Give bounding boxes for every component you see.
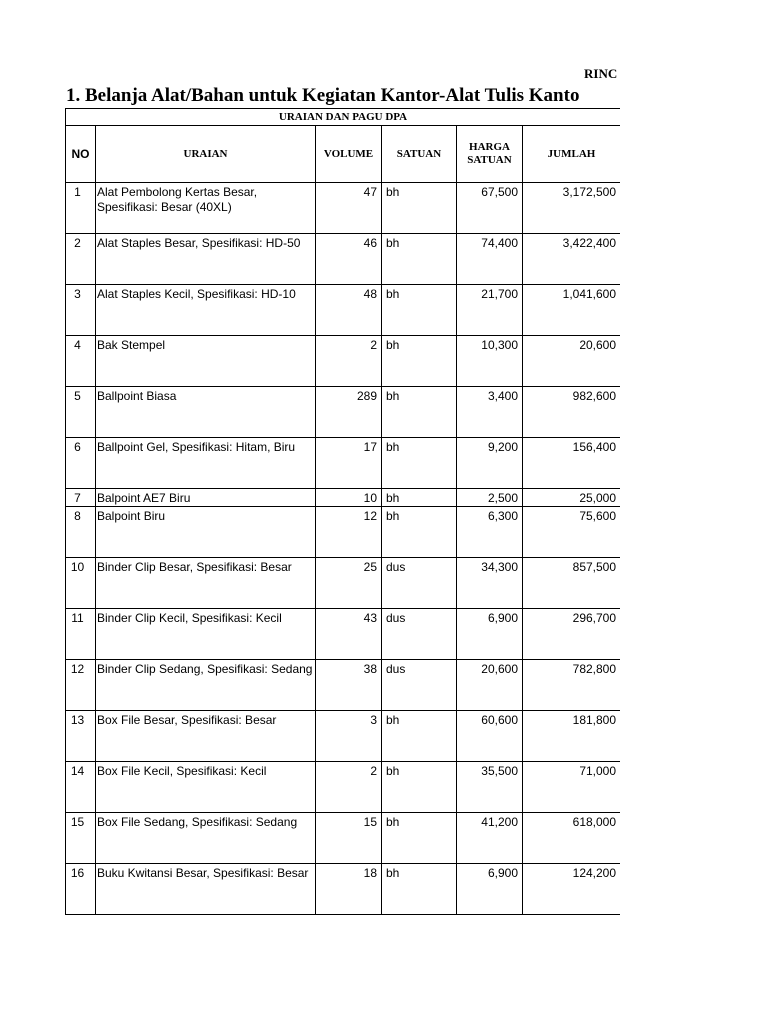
cell-uraian: Alat Staples Besar, Spesifikasi: HD-50	[96, 234, 316, 285]
cell-volume: 38	[316, 660, 382, 711]
cell-harga-satuan: 20,600	[457, 660, 523, 711]
cell-harga-satuan: 9,200	[457, 438, 523, 489]
cell-no: 11	[66, 609, 96, 660]
cell-satuan: dus	[382, 609, 457, 660]
cell-uraian: Box File Kecil, Spesifikasi: Kecil	[96, 762, 316, 813]
table-row	[66, 489, 621, 507]
col-header-jumlah: JUMLAH	[523, 126, 621, 183]
cell-satuan: bh	[382, 489, 457, 507]
cell-satuan: bh	[382, 711, 457, 762]
cell-satuan: bh	[382, 183, 457, 234]
cell-harga-satuan: 2,500	[457, 489, 523, 507]
cell-jumlah: 618,000	[523, 813, 621, 864]
cell-no: 15	[66, 813, 96, 864]
cell-no: 10	[66, 558, 96, 609]
table-row	[66, 183, 621, 234]
cell-uraian: Bak Stempel	[96, 336, 316, 387]
cell-uraian: Box File Sedang, Spesifikasi: Sedang	[96, 813, 316, 864]
cell-jumlah: 156,400	[523, 438, 621, 489]
cell-uraian: Binder Clip Sedang, Spesifikasi: Sedang	[96, 660, 316, 711]
cell-harga-satuan: 34,300	[457, 558, 523, 609]
table-row	[66, 558, 621, 609]
cell-satuan: bh	[382, 864, 457, 915]
cell-uraian: Alat Staples Kecil, Spesifikasi: HD-10	[96, 285, 316, 336]
table-row	[66, 660, 621, 711]
table-row	[66, 438, 621, 489]
cell-harga-satuan: 6,900	[457, 864, 523, 915]
cell-jumlah: 1,041,600	[523, 285, 621, 336]
table-row	[66, 813, 621, 864]
cell-satuan: bh	[382, 438, 457, 489]
cell-uraian: Box File Besar, Spesifikasi: Besar	[96, 711, 316, 762]
cell-satuan: bh	[382, 285, 457, 336]
cell-no: 6	[66, 438, 96, 489]
col-header-volume: VOLUME	[316, 126, 382, 183]
cell-volume: 3	[316, 711, 382, 762]
cell-harga-satuan: 21,700	[457, 285, 523, 336]
cell-uraian: Binder Clip Kecil, Spesifikasi: Kecil	[96, 609, 316, 660]
col-header-uraian: URAIAN	[96, 126, 316, 183]
cell-no: 16	[66, 864, 96, 915]
cell-satuan: bh	[382, 762, 457, 813]
cell-volume: 289	[316, 387, 382, 438]
cell-jumlah: 296,700	[523, 609, 621, 660]
cell-volume: 43	[316, 609, 382, 660]
cell-satuan: bh	[382, 234, 457, 285]
col-header-no: NO	[66, 126, 96, 183]
cell-jumlah: 124,200	[523, 864, 621, 915]
cell-volume: 46	[316, 234, 382, 285]
cell-harga-satuan: 6,300	[457, 507, 523, 558]
cell-uraian: Ballpoint Biasa	[96, 387, 316, 438]
cell-satuan: dus	[382, 558, 457, 609]
cell-jumlah: 25,000	[523, 489, 621, 507]
cell-satuan: bh	[382, 507, 457, 558]
cell-volume: 12	[316, 507, 382, 558]
cell-satuan: bh	[382, 813, 457, 864]
cell-jumlah: 181,800	[523, 711, 621, 762]
cell-jumlah: 75,600	[523, 507, 621, 558]
cell-jumlah: 3,422,400	[523, 234, 621, 285]
cell-no: 7	[66, 489, 96, 507]
cell-uraian: Buku Kwitansi Besar, Spesifikasi: Besar	[96, 864, 316, 915]
cell-harga-satuan: 41,200	[457, 813, 523, 864]
cell-no: 8	[66, 507, 96, 558]
table-row	[66, 387, 621, 438]
col-header-harga-line2: SATUAN	[467, 154, 512, 166]
cell-volume: 47	[316, 183, 382, 234]
cell-volume: 10	[316, 489, 382, 507]
cell-volume: 2	[316, 762, 382, 813]
table-row	[66, 507, 621, 558]
col-header-harga-satuan	[457, 126, 523, 183]
cell-jumlah: 71,000	[523, 762, 621, 813]
cell-no: 13	[66, 711, 96, 762]
cell-jumlah: 857,500	[523, 558, 621, 609]
cell-harga-satuan: 60,600	[457, 711, 523, 762]
cell-volume: 48	[316, 285, 382, 336]
cell-uraian: Ballpoint Gel, Spesifikasi: Hitam, Biru	[96, 438, 316, 489]
cell-jumlah: 782,800	[523, 660, 621, 711]
cell-no: 1	[66, 183, 96, 234]
col-header-harga-line1: HARGA	[469, 141, 510, 153]
cell-harga-satuan: 67,500	[457, 183, 523, 234]
table-row	[66, 864, 621, 915]
cell-volume: 2	[316, 336, 382, 387]
section-title: 1. Belanja Alat/Bahan untuk Kegiatan Kantor-Alat Tulis Kanto	[66, 85, 580, 106]
cell-jumlah: 20,600	[523, 336, 621, 387]
cell-volume: 25	[316, 558, 382, 609]
cell-uraian: Balpoint AE7 Biru	[96, 489, 316, 507]
cell-no: 2	[66, 234, 96, 285]
cell-jumlah: 3,172,500	[523, 183, 621, 234]
table-row	[66, 234, 621, 285]
table-row	[66, 285, 621, 336]
cell-satuan: bh	[382, 387, 457, 438]
cell-no: 12	[66, 660, 96, 711]
cell-harga-satuan: 10,300	[457, 336, 523, 387]
table-row	[66, 336, 621, 387]
cell-no: 3	[66, 285, 96, 336]
cell-satuan: bh	[382, 336, 457, 387]
cell-no: 4	[66, 336, 96, 387]
cell-satuan: dus	[382, 660, 457, 711]
budget-table	[65, 108, 620, 915]
table-row	[66, 609, 621, 660]
cell-harga-satuan: 6,900	[457, 609, 523, 660]
cell-no: 14	[66, 762, 96, 813]
table-row	[66, 711, 621, 762]
table-band-title: URAIAN DAN PAGU DPA	[66, 109, 621, 126]
cell-uraian: Alat Pembolong Kertas Besar, Spesifikasi: Besar (40XL)	[96, 183, 316, 234]
cell-jumlah: 982,600	[523, 387, 621, 438]
table-body	[66, 183, 621, 915]
cell-uraian: Binder Clip Besar, Spesifikasi: Besar	[96, 558, 316, 609]
cell-harga-satuan: 74,400	[457, 234, 523, 285]
table-row	[66, 762, 621, 813]
cell-volume: 18	[316, 864, 382, 915]
col-header-satuan: SATUAN	[382, 126, 457, 183]
ringkasan-heading: RINC	[584, 66, 618, 81]
cell-volume: 15	[316, 813, 382, 864]
cell-harga-satuan: 3,400	[457, 387, 523, 438]
cell-no: 5	[66, 387, 96, 438]
cell-volume: 17	[316, 438, 382, 489]
cell-harga-satuan: 35,500	[457, 762, 523, 813]
cell-uraian: Balpoint Biru	[96, 507, 316, 558]
